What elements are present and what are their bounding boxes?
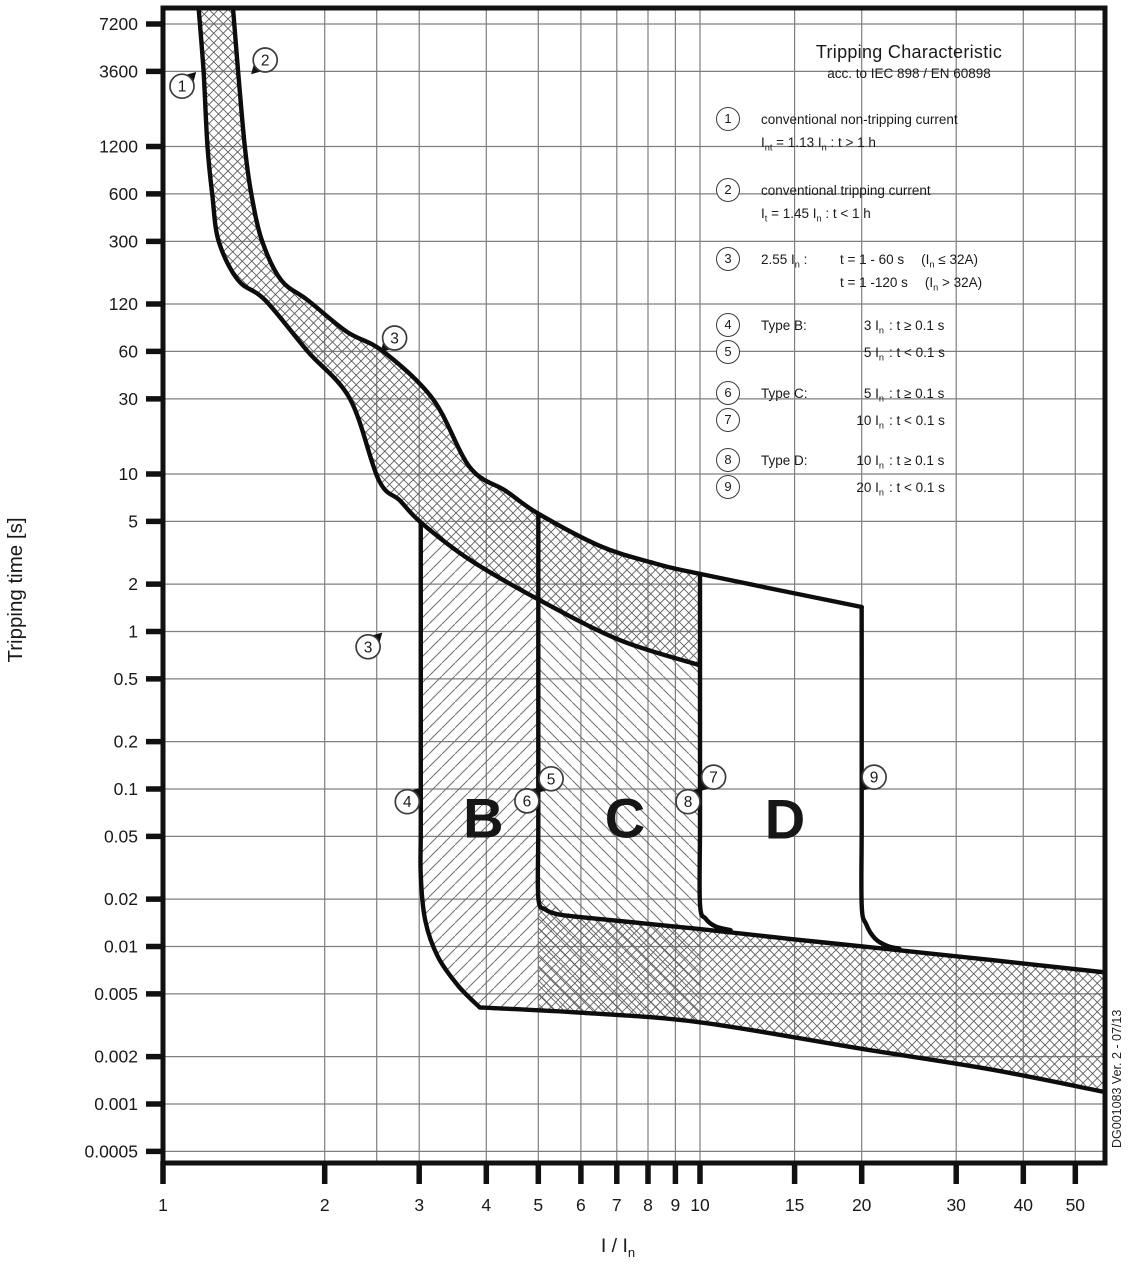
x-tick-label: 7 — [611, 1195, 622, 1215]
marker-number-4: 4 — [402, 794, 412, 812]
marker-number-5: 5 — [546, 771, 556, 789]
x-tick-label: 15 — [784, 1195, 805, 1215]
marker-number-3: 3 — [363, 639, 373, 657]
y-tick-label: 1200 — [99, 136, 138, 157]
marker-number-2: 2 — [260, 52, 270, 70]
legend-text: Type D: 10 $I_n$ : t ≥ 0.1 s — [761, 453, 945, 471]
y-axis — [84, 14, 165, 1161]
legend-text: 5 $I_n$ : t < 0.1 s — [863, 345, 945, 363]
zone-label-C: C — [604, 786, 646, 850]
y-tick-label: 10 — [118, 464, 138, 484]
legend-item-6 — [716, 381, 1102, 405]
doc-ref: DG001083 Ver. 2 - 07/13 — [1110, 1009, 1124, 1148]
y-tick-label: 60 — [118, 341, 138, 362]
legend-line: conventional tripping current — [761, 183, 931, 198]
y-tick-label: 0.0005 — [84, 1141, 138, 1162]
marker-number-7: 7 — [709, 769, 718, 787]
y-tick-label: 2 — [128, 574, 138, 595]
y-tick-label: 3600 — [99, 61, 138, 82]
legend-item-4 — [716, 313, 1102, 337]
y-tick-label: 120 — [108, 294, 138, 314]
zone-label-D: D — [764, 787, 806, 851]
legend-item-7 — [716, 408, 1102, 432]
legend-num-6-icon: 6 — [716, 381, 740, 405]
legend-text — [761, 178, 931, 225]
legend-item-5 — [716, 340, 1102, 364]
legend-num-1-icon: 1 — [716, 107, 740, 131]
legend-text: 2.55 $I_n$ : t = 1 - 60 s $(I_n \le 32A)$ t = 1 -120 s $(I_n > 32A)$ — [761, 252, 983, 293]
legend-num-3-icon: 3 — [716, 247, 740, 271]
legend-panel — [716, 42, 1102, 499]
y-tick-label: 600 — [108, 183, 138, 204]
x-tick-label: 40 — [1013, 1195, 1034, 1215]
x-tick-label: 6 — [576, 1195, 586, 1215]
x-axis — [158, 1161, 1085, 1215]
y-tick-label: 300 — [108, 231, 138, 252]
legend-items — [716, 107, 1102, 499]
marker-number-3: 3 — [390, 330, 399, 348]
legend-num-2-icon: 2 — [716, 178, 740, 202]
y-tick-label: 0.001 — [94, 1094, 138, 1114]
marker-number-1: 1 — [177, 78, 187, 96]
x-tick-label: 8 — [643, 1195, 653, 1215]
y-tick-label: 30 — [118, 388, 138, 409]
x-tick-label: 20 — [851, 1195, 872, 1215]
legend-line: conventional non-tripping current — [761, 112, 958, 127]
zone-label-B: B — [463, 786, 504, 850]
legend-item-3 — [716, 247, 1102, 294]
legend-text: Type C: 5 $I_n$ : t ≥ 0.1 s — [761, 386, 945, 404]
y-tick-label: 5 — [128, 511, 138, 532]
legend-line: $I_t = 1.45$ $I_n$ : t < 1 h — [761, 206, 871, 224]
x-tick-label: 10 — [690, 1195, 710, 1215]
legend-text: 20 $I_n$ : t < 0.1 s — [856, 480, 945, 498]
x-tick-label: 1 — [158, 1195, 168, 1215]
y-tick-label: 0.1 — [113, 779, 138, 799]
legend-num-8-icon: 8 — [716, 448, 740, 472]
marker-number-6: 6 — [522, 793, 532, 811]
legend-text: 10 $I_n$ : t < 0.1 s — [856, 413, 945, 431]
legend-item-8 — [716, 448, 1102, 472]
y-tick-label: 0.02 — [103, 889, 138, 910]
x-tick-label: 3 — [414, 1195, 425, 1215]
legend-item-2 — [716, 178, 1102, 225]
series-type-D-magnetic-limit-10In — [700, 574, 731, 930]
region-type-B-band — [421, 522, 539, 1011]
legend-line: $I_{nt} = 1.13$ $I_n$ : t > 1 h — [761, 135, 876, 153]
legend-item-1 — [716, 107, 1102, 154]
y-tick-label: 1 — [128, 621, 138, 642]
x-tick-label: 30 — [946, 1195, 966, 1215]
y-tick-label: 0.005 — [94, 983, 138, 1004]
region-instantaneous-band — [538, 897, 1105, 1092]
legend-item-9 — [716, 475, 1102, 499]
marker-number-8: 8 — [683, 794, 693, 812]
x-tick-label: 2 — [319, 1195, 330, 1215]
marker-number-9: 9 — [869, 769, 879, 787]
chart-title: Tripping Characteristic — [815, 42, 1003, 62]
x-tick-label: 9 — [670, 1195, 681, 1215]
y-tick-label: 7200 — [99, 14, 138, 34]
y-tick-label: 0.05 — [103, 826, 138, 847]
y-tick-label: 0.002 — [94, 1046, 138, 1067]
y-tick-label: 0.5 — [113, 668, 138, 689]
chart-subtitle: acc. to IEC 898 / EN 60898 — [827, 66, 991, 81]
x-tick-label: 4 — [481, 1195, 492, 1215]
y-axis-title: Tripping time [s] — [4, 517, 27, 663]
legend-num-9-icon: 9 — [716, 475, 740, 499]
x-tick-label: 50 — [1065, 1195, 1086, 1215]
legend-num-7-icon: 7 — [716, 408, 740, 432]
legend-num-5-icon: 5 — [716, 340, 740, 364]
y-tick-label: 0.01 — [103, 936, 138, 957]
x-axis-title: I / $I_n$ — [600, 1235, 636, 1260]
legend-text: Type B: 3 $I_n$ : t ≥ 0.1 s — [761, 318, 945, 336]
x-tick-label: 5 — [533, 1195, 544, 1215]
legend-num-4-icon: 4 — [716, 313, 740, 337]
y-tick-label: 0.2 — [113, 731, 138, 752]
legend-text — [761, 107, 958, 154]
